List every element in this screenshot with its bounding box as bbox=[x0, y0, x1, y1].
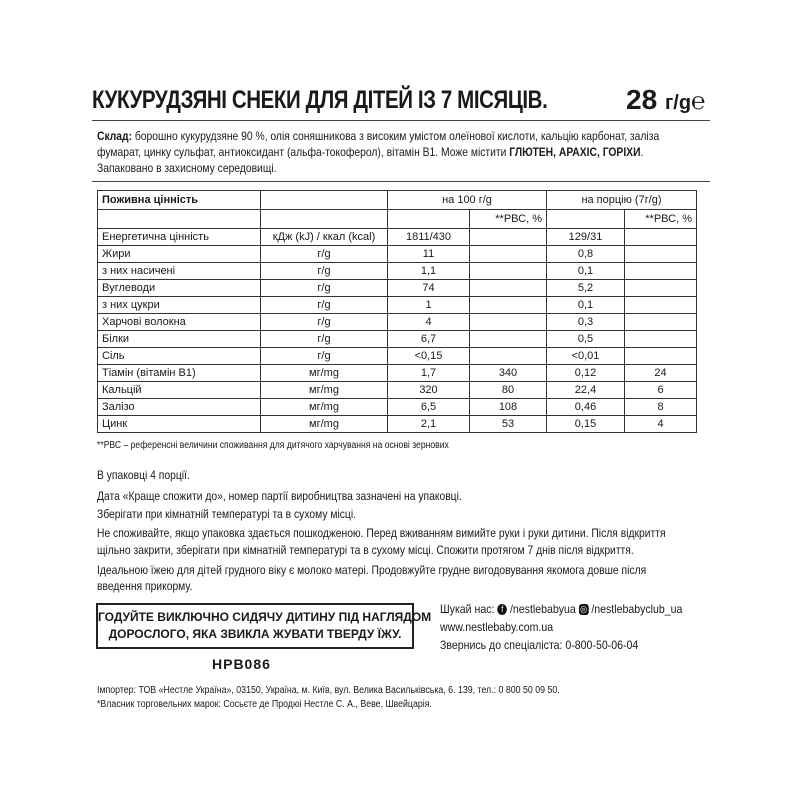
cell-vportion: 0,5 bbox=[547, 331, 625, 348]
cell-rvs100 bbox=[470, 314, 547, 331]
cell-vportion: 0,15 bbox=[547, 416, 625, 433]
cell-rvs100 bbox=[470, 348, 547, 365]
warning-line-2: ДОРОСЛОГО, ЯКА ЗВИКЛА ЖУВАТИ ТВЕРДУ ЇЖУ. bbox=[108, 627, 402, 641]
cell-v100: <0,15 bbox=[388, 348, 470, 365]
cell-rvs100 bbox=[470, 331, 547, 348]
per-100-header: на 100 г/g bbox=[388, 191, 547, 210]
cell-unit: мг/mg bbox=[261, 416, 388, 433]
cell-v100: 6,7 bbox=[388, 331, 470, 348]
table-row bbox=[98, 263, 697, 280]
cell-name: Харчові волокна bbox=[98, 314, 261, 331]
facebook-icon: f bbox=[497, 604, 507, 615]
cell-unit: мг/mg bbox=[261, 399, 388, 416]
cell-vportion: 0,8 bbox=[547, 246, 625, 263]
rvs-portion-header: **РВС, % bbox=[625, 210, 697, 229]
cell-name: Вуглеводи bbox=[98, 280, 261, 297]
weight-unit: г/g bbox=[664, 92, 692, 114]
cell-vportion: 0,12 bbox=[547, 365, 625, 382]
cell-unit: г/g bbox=[261, 280, 388, 297]
ingredients-line-1: Склад: борошно кукурудзяне 90 %, олія соняшникова з високим умістом олеїнової кислоти, кальцію карбонат, заліза bbox=[97, 129, 660, 143]
cell-v100: 1,1 bbox=[388, 263, 470, 280]
cell-rvs100: 53 bbox=[470, 416, 547, 433]
storage-text: Зберігати при кімнатній температурі та в сухому місці. bbox=[97, 507, 356, 521]
cell-v100: 4 bbox=[388, 314, 470, 331]
cell-rvsportion bbox=[625, 246, 697, 263]
cell-vportion: 129/31 bbox=[547, 229, 625, 246]
table-row bbox=[98, 280, 697, 297]
cell-name: з них цукри bbox=[98, 297, 261, 314]
cell-unit: г/g bbox=[261, 314, 388, 331]
cell-unit: кДж (kJ) / ккал (kcal) bbox=[261, 229, 388, 246]
cell-unit: мг/mg bbox=[261, 365, 388, 382]
cell-v100: 11 bbox=[388, 246, 470, 263]
cell-rvs100 bbox=[470, 229, 547, 246]
cell-name: Сіль bbox=[98, 348, 261, 365]
product-title: КУКУРУДЗЯНІ СНЕКИ ДЛЯ ДІТЕЙ ІЗ 7 МІСЯЦІВ. bbox=[92, 86, 548, 114]
cell-rvsportion bbox=[625, 263, 697, 280]
cell-rvs100 bbox=[470, 297, 547, 314]
cell-name: з них насичені bbox=[98, 263, 261, 280]
weight-value: 28 bbox=[626, 84, 658, 115]
damaged-text-2: щільно закрити, зберігати при кімнатній температурі та в сухому місці. Спожити протягом 7 днів після відкриття. bbox=[97, 543, 634, 557]
cell-v100: 74 bbox=[388, 280, 470, 297]
ideal-text-2: введення прикорму. bbox=[97, 579, 193, 593]
ingredients-label: Склад: bbox=[97, 129, 133, 143]
estimated-sign: ℮ bbox=[691, 88, 706, 115]
allergens: ГЛЮТЕН, АРАХІС, ГОРІХИ bbox=[509, 145, 641, 159]
cell-v100: 320 bbox=[388, 382, 470, 399]
table-row bbox=[98, 331, 697, 348]
ingredients-divider bbox=[92, 181, 710, 182]
cell-unit: мг/mg bbox=[261, 382, 388, 399]
product-code: HPB086 bbox=[212, 656, 271, 672]
rvs-100-header: **РВС, % bbox=[470, 210, 547, 229]
table-row bbox=[98, 348, 697, 365]
cell-rvs100 bbox=[470, 246, 547, 263]
cell-name: Цинк bbox=[98, 416, 261, 433]
cell-unit: г/g bbox=[261, 297, 388, 314]
header-divider bbox=[92, 120, 710, 121]
instagram-icon: ◎ bbox=[580, 604, 588, 615]
table-row bbox=[98, 297, 697, 314]
table-row bbox=[98, 416, 697, 433]
rvs-footnote: **РВС – референсні величини споживання для дитячого харчування на основі зернових bbox=[97, 440, 449, 451]
table-row bbox=[98, 399, 697, 416]
cell-v100: 1811/430 bbox=[388, 229, 470, 246]
cell-v100: 6,5 bbox=[388, 399, 470, 416]
facebook-link[interactable]: /nestlebabyua bbox=[510, 602, 576, 616]
cell-unit: г/g bbox=[261, 348, 388, 365]
cell-unit: г/g bbox=[261, 331, 388, 348]
cell-name: Білки bbox=[98, 331, 261, 348]
cell-rvs100: 80 bbox=[470, 382, 547, 399]
cell-unit: г/g bbox=[261, 246, 388, 263]
instagram-link[interactable]: /nestlebabyclub_ua bbox=[591, 602, 683, 616]
feeding-warning-box bbox=[96, 603, 432, 649]
cell-rvs100 bbox=[470, 263, 547, 280]
table-row bbox=[98, 314, 697, 331]
cell-v100: 1,7 bbox=[388, 365, 470, 382]
table-header-row bbox=[98, 191, 697, 210]
cell-vportion: 0,46 bbox=[547, 399, 625, 416]
follow-label: Шукай нас: bbox=[440, 602, 495, 616]
cell-rvsportion bbox=[625, 314, 697, 331]
table-row bbox=[98, 382, 697, 399]
warning-line-1: ГОДУЙТЕ ВИКЛЮЧНО СИДЯЧУ ДИТИНУ ПІД НАГЛЯДОМ bbox=[98, 610, 432, 624]
cell-rvsportion bbox=[625, 348, 697, 365]
table-row bbox=[98, 229, 697, 246]
damaged-text-1: Не споживайте, якщо упаковка здається пошкодженою. Перед вживанням вимийте руки і руки дитини. Після відкриття bbox=[97, 526, 666, 540]
net-weight bbox=[626, 84, 705, 116]
ingredients-line-3: Запаковано в захисному середовищі. bbox=[97, 161, 277, 175]
cell-vportion: <0,01 bbox=[547, 348, 625, 365]
cell-name: Жири bbox=[98, 246, 261, 263]
nutrition-table bbox=[97, 190, 697, 433]
cell-v100: 1 bbox=[388, 297, 470, 314]
cell-v100: 2,1 bbox=[388, 416, 470, 433]
cell-rvsportion: 4 bbox=[625, 416, 697, 433]
cell-rvs100: 108 bbox=[470, 399, 547, 416]
cell-vportion: 0,3 bbox=[547, 314, 625, 331]
cell-vportion: 22,4 bbox=[547, 382, 625, 399]
cell-rvsportion bbox=[625, 280, 697, 297]
best-before-text: Дата «Краще спожити до», номер партії виробництва зазначені на упаковці. bbox=[97, 489, 462, 503]
ingredients-line-2: фумарат, цинку сульфат, антиоксидант (альфа-токоферол), вітамін В1. Може містити ГЛЮТЕН, АРАХІС, ГОРІХИ. bbox=[97, 145, 644, 159]
cell-rvsportion bbox=[625, 297, 697, 314]
cell-name: Кальцій bbox=[98, 382, 261, 399]
cell-vportion: 0,1 bbox=[547, 263, 625, 280]
website-link[interactable]: www.nestlebaby.com.ua bbox=[440, 620, 554, 634]
portions-text: В упаковці 4 порції. bbox=[97, 468, 190, 482]
nutrition-title: Поживна цінність bbox=[98, 191, 261, 210]
cell-name: Тіамін (вітамін В1) bbox=[98, 365, 261, 382]
social-line bbox=[440, 602, 682, 616]
trademark-owner-text: *Власник торговельних марок: Сосьєте де Продюі Нестле С. А., Веве, Швейцарія. bbox=[97, 699, 432, 710]
cell-rvs100: 340 bbox=[470, 365, 547, 382]
cell-rvsportion: 8 bbox=[625, 399, 697, 416]
specialist-phone: Звернись до спеціаліста: 0-800-50-06-04 bbox=[440, 638, 639, 652]
cell-name: Залізо bbox=[98, 399, 261, 416]
cell-rvs100 bbox=[470, 280, 547, 297]
nutrition-rows bbox=[98, 229, 697, 433]
table-row bbox=[98, 246, 697, 263]
importer-text: Імпортер: ТОВ «Нестле Україна», 03150, Україна, м. Київ, вул. Велика Васильківська, 6. 139, тел.: 0 800 50 09 50. bbox=[97, 685, 560, 696]
cell-rvsportion: 24 bbox=[625, 365, 697, 382]
cell-vportion: 0,1 bbox=[547, 297, 625, 314]
cell-vportion: 5,2 bbox=[547, 280, 625, 297]
ideal-text-1: Ідеальною їжею для дітей грудного віку є молоко матері. Продовжуйте грудне вигодовування якомога довше після bbox=[97, 563, 647, 577]
cell-unit: г/g bbox=[261, 263, 388, 280]
cell-name: Енергетична цінність bbox=[98, 229, 261, 246]
table-row bbox=[98, 365, 697, 382]
table-subheader-row bbox=[98, 210, 697, 229]
cell-rvsportion: 6 bbox=[625, 382, 697, 399]
per-portion-header: на порцію (7г/g) bbox=[547, 191, 697, 210]
cell-rvsportion bbox=[625, 331, 697, 348]
cell-rvsportion bbox=[625, 229, 697, 246]
